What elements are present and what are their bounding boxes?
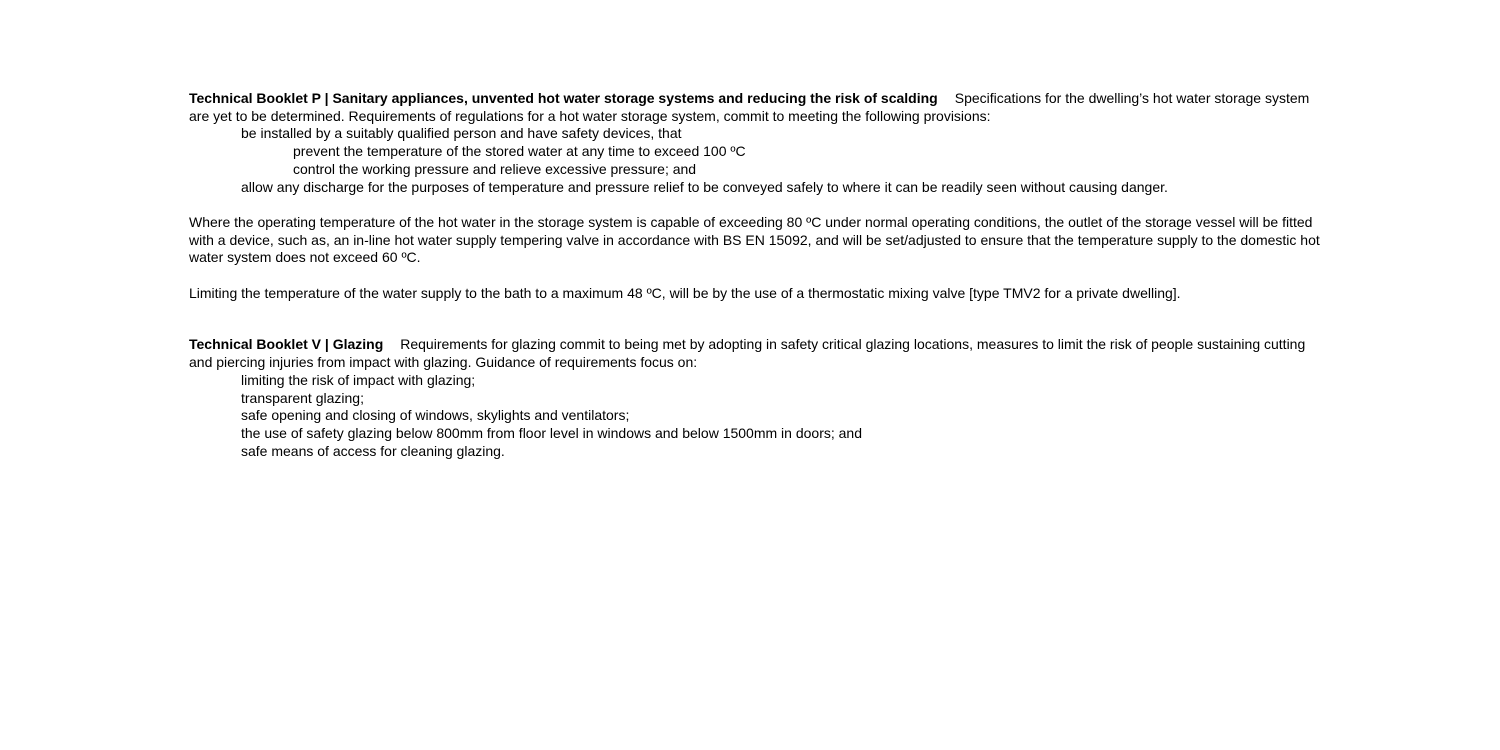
provision-install-line: be installed by a suitably qualified person and have safety devices, that [241,125,682,142]
booklet-p-intro-paragraph [189,90,1331,125]
provision-temperature-line: prevent the temperature of the stored water at any time to exceed 100 ºC [293,143,746,160]
glazing-focus-item: limiting the risk of impact with glazing; [241,371,476,388]
glazing-focus-item: safe means of access for cleaning glazing. [241,442,505,459]
booklet-v-intro-paragraph [189,336,1331,371]
document-page [189,90,1331,460]
booklet-p-intro-text: Specifications for the dwelling’s hot water storage system are yet to be determined. Requirements of regulations for a hot water storage system, commit to meeting the following provisions: [189,90,1310,124]
glazing-focus-item: transparent glazing; [241,389,364,406]
tempering-valve-paragraph: Where the operating temperature of the hot water in the storage system is capable of exceeding 80 ºC under normal operating conditions, the outlet of the storage vessel will be fitted with a device, such as, an in-line hot water supply tempering valve in accordance with BS EN 15092, and will be set/adjusted to ensure that the temperature supply to the domestic hot water system does not exceed 60 ºC. [189,213,1320,266]
booklet-v-intro-text: Requirements for glazing commit to being met by adopting in safety critical glazing locations, measures to limit the risk of people sustaining cutting and piercing injuries from impact with glazing. Guidance of requirements focus on: [189,336,1306,371]
provision-pressure-line: control the working pressure and relieve excessive pressure; and [293,160,697,177]
booklet-p-section [189,90,1331,302]
booklet-v-section [189,336,1331,460]
bath-temperature-paragraph: Limiting the temperature of the water supply to the bath to a maximum 48 ºC, will be by the use of a thermostatic mixing valve [type TMV2 for a private dwelling]. [189,284,1181,301]
booklet-v-heading: Technical Booklet V | Glazing [189,336,384,353]
glazing-focus-item: safe opening and closing of windows, skylights and ventilators; [241,407,630,424]
glazing-focus-item: the use of safety glazing below 800mm from floor level in windows and below 1500mm in doors; and [241,424,862,441]
provision-discharge-line: allow any discharge for the purposes of temperature and pressure relief to be conveyed safely to where it can be readily seen without causing danger. [241,178,1168,195]
booklet-p-heading: Technical Booklet P | Sanitary appliances, unvented hot water storage systems and reducing the risk of scalding [189,90,938,106]
